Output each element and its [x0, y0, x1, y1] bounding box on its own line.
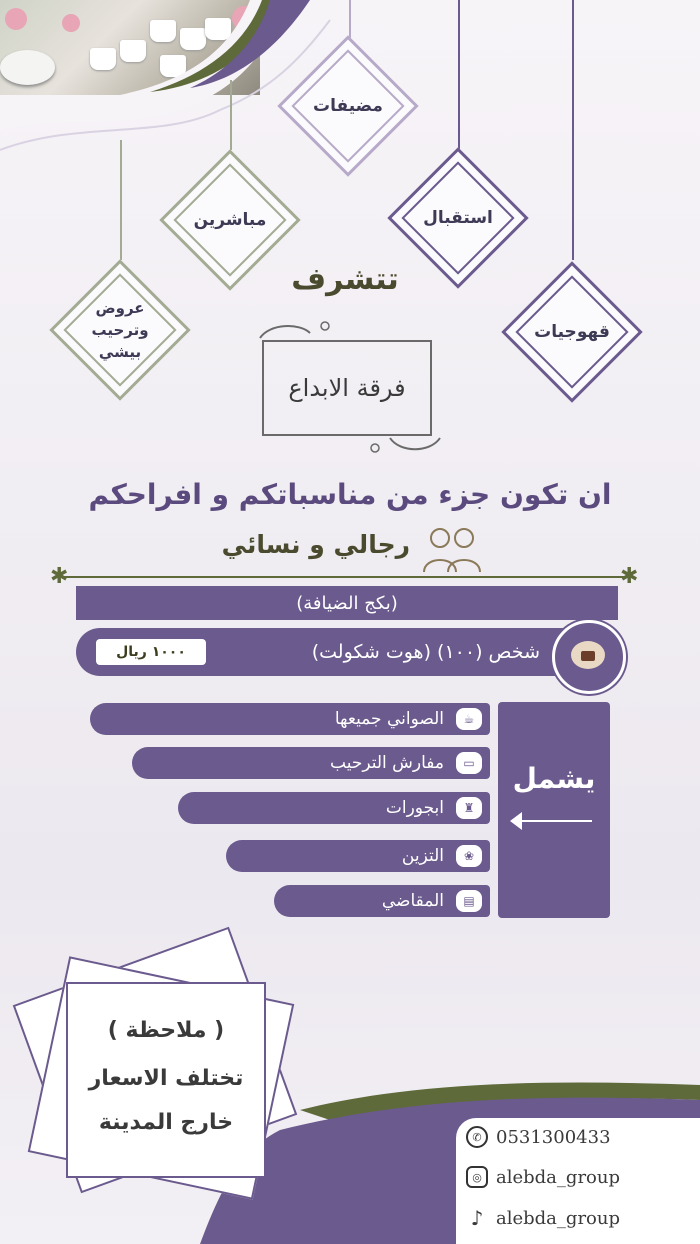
hot-chocolate-icon — [552, 620, 626, 694]
whatsapp-number: 0531300433 — [496, 1126, 611, 1148]
tray-icon: ☕ — [456, 708, 482, 730]
contact-instagram[interactable] — [466, 1166, 620, 1188]
string — [349, 0, 351, 40]
card-reception-label: استقبال — [423, 208, 493, 228]
people-icon — [420, 524, 482, 574]
include-item — [274, 885, 490, 917]
note-line2: خارج المدينة — [98, 1110, 234, 1135]
arrow-left-icon — [512, 820, 592, 822]
string — [120, 140, 122, 260]
lamp-icon: ♜ — [456, 797, 482, 819]
card-offers — [50, 260, 190, 400]
star-icon: ✱ — [50, 564, 69, 589]
package-title: (بكج الضيافة) — [296, 592, 398, 614]
package-item-bar — [76, 628, 576, 676]
team-name: فرقة الابداع — [288, 374, 406, 402]
string — [230, 80, 232, 150]
string — [458, 0, 460, 150]
note-line1: تختلف الاسعار — [88, 1066, 244, 1091]
card-hosts-label: مضيفات — [313, 96, 383, 116]
package-item: (هوت شكولت) (١٠٠) شخص — [311, 641, 540, 663]
card-coffee-servers — [502, 262, 642, 402]
honor-word: تتشرف — [291, 262, 399, 297]
price: ١٠٠٠ ريال — [116, 644, 186, 660]
contact-tiktok[interactable] — [466, 1206, 620, 1230]
arrow-head — [510, 812, 522, 830]
card-coffee-servers-label: قهوجيات — [534, 322, 610, 342]
include-item — [90, 703, 490, 735]
divider — [64, 576, 630, 578]
include-item-label: الصواني جميعها — [334, 709, 444, 729]
welcome-mat-icon: ▭ — [456, 752, 482, 774]
note-card — [66, 982, 266, 1178]
include-item — [132, 747, 490, 779]
whatsapp-icon: ✆ — [466, 1126, 488, 1148]
include-item-label: التزين — [401, 846, 444, 866]
include-item-label: المقاضي — [381, 891, 444, 911]
instagram-icon: ◎ — [466, 1166, 488, 1188]
instagram-handle: alebda_group — [496, 1166, 620, 1188]
subheadline: رجالي و نسائي — [221, 530, 410, 559]
contact-whatsapp[interactable] — [466, 1126, 611, 1148]
include-item-label: مفارش الترحيب — [330, 753, 444, 773]
string — [572, 0, 574, 260]
decor-icon: ❀ — [456, 845, 482, 867]
star-icon: ✱ — [620, 564, 639, 589]
card-offers-label: عروض وترحيب بيشي — [91, 299, 149, 361]
card-ushers-label: مباشرين — [193, 210, 267, 230]
package-title-bar — [76, 586, 618, 620]
include-item-label: ابجورات — [385, 798, 444, 818]
price-badge — [96, 639, 206, 665]
include-item — [178, 792, 490, 824]
groceries-icon: ▤ — [456, 890, 482, 912]
headline: ان تكون جزء من مناسباتكم و افراحكم — [88, 478, 612, 511]
include-item — [226, 840, 490, 872]
note-title: ( ملاحظة ) — [107, 1018, 225, 1043]
tiktok-handle: alebda_group — [496, 1207, 620, 1229]
includes-panel — [498, 702, 610, 918]
includes-label: يشمل — [512, 762, 596, 795]
tiktok-icon: ♪ — [470, 1206, 484, 1230]
frame-flourish — [250, 318, 450, 458]
